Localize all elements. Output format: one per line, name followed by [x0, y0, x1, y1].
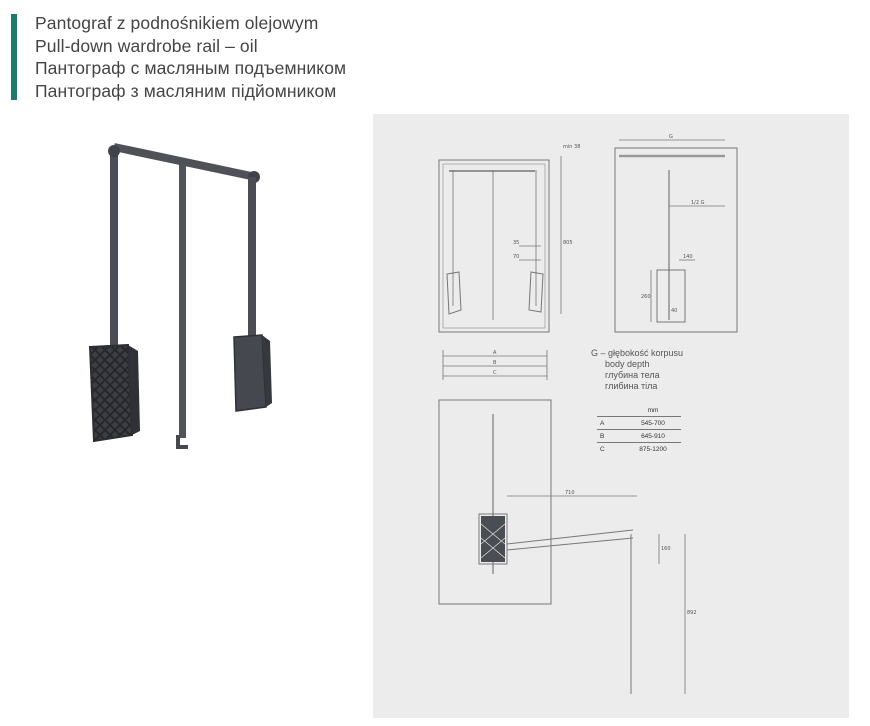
dim-140: 140 — [683, 254, 693, 260]
dim-892: 892 — [687, 610, 697, 616]
legend-line-polish: G – głębokość korpusu — [591, 348, 684, 358]
title-ukrainian: Пантограф з масляним підйомником — [35, 80, 337, 101]
legend-line-russian: глубина тела — [605, 370, 660, 380]
title-polish: Pantograf z podnośnikiem olejowym — [35, 13, 319, 33]
title-block — [35, 12, 346, 102]
table-row — [597, 430, 681, 443]
legend-line-english: body depth — [605, 359, 650, 369]
dim-710: 710 — [565, 490, 575, 496]
table-header-mm: mm — [647, 406, 659, 414]
table-key: C — [597, 443, 625, 456]
dim-half-g: 1/2 G — [691, 200, 705, 206]
table-row — [597, 417, 681, 430]
accent-bar — [11, 14, 17, 100]
dim-40: 40 — [671, 308, 678, 314]
table-key: B — [597, 430, 625, 443]
table-value: 645-910 — [625, 430, 681, 443]
table-value: 545-700 — [625, 417, 681, 430]
technical-drawing-panel — [373, 114, 849, 718]
dim-35: 35 — [513, 240, 520, 246]
dimension-table — [597, 404, 681, 455]
dim-70: 70 — [513, 254, 520, 260]
depth-legend — [591, 348, 683, 392]
table-key: A — [597, 417, 625, 430]
dim-a: A — [493, 350, 497, 356]
table-row — [597, 443, 681, 456]
dim-min38: min 38 — [563, 144, 581, 150]
title-english: Pull-down wardrobe rail – oil — [35, 35, 258, 56]
dim-805: 805 — [563, 240, 573, 246]
product-photo — [70, 135, 290, 465]
table-value: 875-1200 — [625, 443, 681, 456]
dim-c: C — [493, 370, 497, 376]
dim-b: B — [493, 360, 497, 366]
title-russian: Пантограф с масляным подъемником — [35, 58, 347, 78]
legend-line-ukrainian: глибина тіла — [605, 381, 658, 391]
dim-g: G — [669, 134, 673, 140]
dim-160: 160 — [661, 546, 671, 552]
dim-260: 260 — [641, 294, 651, 300]
